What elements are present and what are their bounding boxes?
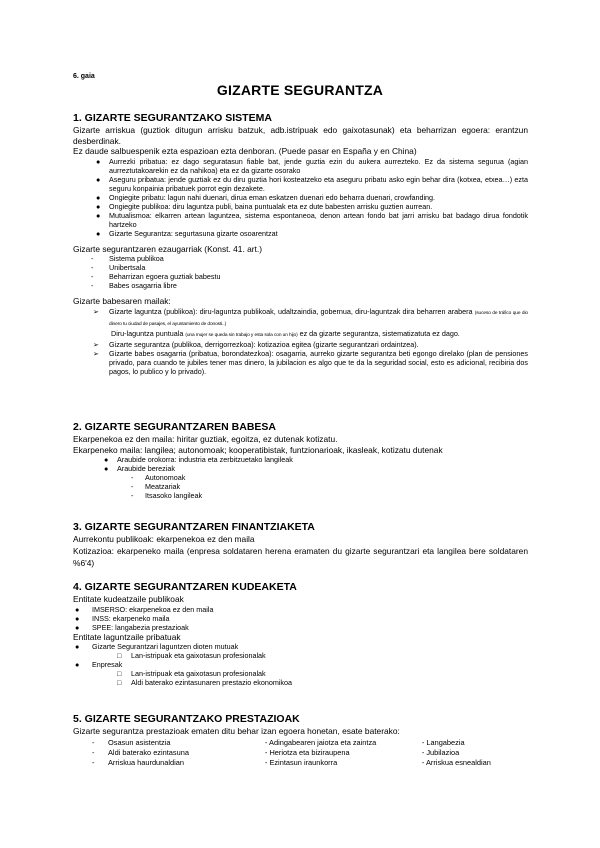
list-item: □ Aldi baterako ezintasunaren prestazio ekonomikoa: [117, 678, 293, 687]
section-3: [73, 521, 528, 569]
list-item: ● INSS: ekarpeneko maila: [75, 613, 170, 623]
list-item: - Itsasoko langileak: [131, 491, 203, 500]
section-4-heading: 4. GIZARTE SEGURANTZAREN KUDEAKETA: [73, 581, 297, 593]
arrow-bullet-icon: ➢: [93, 339, 100, 349]
dash-marker: -: [91, 254, 94, 263]
list-item: - Unibertsala: [91, 263, 146, 272]
list-item: - Meatzariak: [131, 482, 181, 491]
list-item: ➢ Gizarte segurantza (publikoa, derrigorrezkoa): kotizazioa egitea (gizarte segurantzari ordaintzea).: [93, 339, 419, 349]
page-label: 6. gaia: [73, 73, 95, 80]
bullet-icon: ●: [75, 642, 80, 651]
list-item: ● Aurrezki pribatua: ez dago seguratasun fiable bat, jende guztia ezin du aukera aurrezteko. Ez da sistema segurua (agian aurreztutakoarekin ez da nahikoa) eta ez da gizarte osorako: [96, 156, 528, 175]
bullet-icon: ●: [96, 210, 101, 220]
section-3-heading: 3. GIZARTE SEGURANTZAREN FINANTZIAKETA: [73, 521, 315, 533]
page-title: GIZARTE SEGURANTZA: [216, 82, 384, 98]
bullet-icon: ●: [75, 622, 80, 632]
prestazio-column-1: [73, 738, 265, 768]
list-item: ● Gizarte Segurantzari laguntzen dioten mutuak: [75, 642, 239, 651]
bullet-icon: ●: [96, 174, 101, 184]
laguntzaile-label: Entitate laguntzaile pribatuak: [73, 631, 181, 642]
s2-sub-list: [73, 473, 528, 500]
list-item: - Autonomoak: [131, 473, 186, 482]
list-item: - Aldi baterako ezintasuna: [92, 747, 189, 757]
section-2: [73, 421, 528, 500]
bullet-icon: ●: [96, 156, 101, 166]
s2-paragraph-2: Ekarpeneko maila: langilea; autonomoak; kooperatibistak, funtzionarioak, ikasleak, kotizatu dutenak: [73, 444, 443, 455]
s3-paragraph-2: Kotizazioa: ekarpeneko maila (enpresa soldataren herena eramaten du gizarte segurantzari eta langilea bere soldataren %6'4): [73, 545, 528, 568]
bullet-icon: ●: [96, 201, 101, 211]
bullet-icon: ●: [96, 228, 101, 238]
mailak-label: Gizarte babesaren mailak:: [73, 296, 171, 306]
arrow-bullet-icon: ➢: [93, 348, 100, 358]
dash-marker: -: [91, 281, 94, 290]
bullet-icon: ●: [96, 192, 101, 202]
list-item: ● Araubide orokorra: industria eta zerbitzuetako langileak: [104, 455, 293, 464]
list-item: - Babes osagarria libre: [91, 281, 177, 290]
dash-marker: -: [91, 263, 94, 272]
bullet-icon: ●: [75, 613, 80, 623]
bullet-icon: ●: [75, 660, 80, 669]
kudeatzaile-label: Entitate kudeatzaile publikoak: [73, 594, 184, 604]
list-item: ● Ongiegite pribatu: lagun nahi duenari, dirua eman eskatzen duenari edo beharra duenari, crowfanding.: [96, 192, 436, 202]
s3-paragraph-1: Aurrekontu publikoak: ekarpenekoa ez den maila: [73, 534, 255, 544]
prestazio-column-2: [265, 738, 422, 768]
list-item: □ Lan-istripuak eta gaixotasun profesionalak: [117, 669, 266, 678]
kudeatzaile-list: [73, 605, 528, 632]
list-item: ● Gizarte Segurantza: segurtasuna gizarte osoarentzat: [96, 228, 278, 238]
dash-marker: -: [131, 491, 134, 500]
list-item: ● Mutualismoa: elkarren artean laguntzea, sistema espontaneoa, denon artean fondo bat jarri arrisku bat badago dirua fondotik hartzeko: [96, 210, 528, 229]
ezaugarri-list: [73, 254, 528, 290]
list-item: - Beharrizan egoera guztiak babestu: [91, 272, 221, 281]
bullet-icon: ●: [75, 604, 80, 614]
dash-marker: -: [131, 482, 134, 491]
list-item: □ Lan-istripuak eta gaixotasun profesionalak: [117, 651, 266, 660]
dash-marker: -: [91, 272, 94, 281]
section-4: [73, 581, 528, 687]
section-5: [73, 713, 528, 768]
section-2-heading: 2. GIZARTE SEGURANTZAREN BABESA: [73, 421, 277, 433]
laguntzaile-list-2: [73, 660, 528, 669]
s1-paragraph-2: Ez daude salbuespenik ezta espazioan ezta denboran. (Puede pasar en España y en China): [73, 146, 417, 156]
section-1-heading: 1. GIZARTE SEGURANTZAKO SISTEMA: [73, 112, 272, 124]
list-item: ● SPEE: langabezia prestazioak: [75, 622, 189, 632]
s2-paragraph-1: Ekarpenekoa ez den maila: hiritar guztiak, egoitza, ez dutenak kotizatu.: [73, 434, 338, 444]
section-1: [73, 112, 528, 376]
laguntzaile-list: [73, 642, 528, 651]
prestazio-columns: [73, 738, 528, 768]
checkbox-icon: □: [117, 651, 122, 660]
dash-marker: -: [131, 473, 134, 482]
ezaugarri-label: Gizarte segurantzaren ezaugarriak (Konst. 41. art.): [73, 243, 262, 254]
s2-bullet-list: [73, 455, 528, 473]
list-item: - Langabezia: [421, 737, 465, 747]
list-item: - Jubilazioa: [421, 747, 460, 757]
section-5-heading: 5. GIZARTE SEGURANTZAKO PRESTAZIOAK: [73, 713, 300, 725]
list-item: ● IMSERSO: ekarpenekoa ez den maila: [75, 604, 214, 614]
checkbox-icon: □: [117, 678, 122, 687]
bullet-icon: ●: [104, 455, 109, 464]
s1-paragraph-1: Gizarte arriskua (guztiok ditugun arrisku batzuk, adb.istripuak edo gaixotasunak) eta beharrizan egoera: erantzun desberdinak.: [73, 125, 528, 146]
prestazio-column-3: [422, 738, 528, 768]
laguntzaile-sub-list-1: [73, 651, 528, 660]
list-item: - Adingabearen jaiotza eta zaintza: [264, 737, 377, 747]
s5-paragraph-1: Gizarte segurantza prestazioak ematen ditu behar izan egoera honetan, esate baterako:: [73, 726, 400, 736]
list-item: - Arriskua haurdunaldian: [92, 757, 185, 767]
laguntzaile-sub-list-2: [73, 669, 528, 687]
mailak-list: [73, 307, 528, 376]
bullet-icon: ●: [104, 464, 109, 473]
list-item: - Sistema publikoa: [91, 254, 164, 263]
list-item: ● Ongiegite publikoa: diru laguntza publi, baina puntualak eta ez dute babesten arrisku guztien aurrean.: [96, 201, 433, 211]
list-item: ➢ Gizarte babes osagarria (pribatua, borondatezkoa): osagarria, aurreko gizarte segurantza beti egongo direlako (plan de pensiones privado, para cuando te jubiles tener mas dinero, la jubilacion es algo que te da la seguridad social, esto es adicional, recibiria dos pagos, lo publico y lo privado).: [93, 348, 528, 376]
arrow-bullet-icon: ➢: [93, 306, 100, 316]
list-item: - Arriskua esnealdian: [421, 757, 491, 767]
list-item: ● Aseguru pribatua: jende guztiak ez du diru guztia hori kosteatzeko eta aseguru pribatu asko egin behar dira (kotxea, etxea…) ezta seguru konpainia pribatuek porrot egin dezakete.: [96, 174, 528, 193]
list-item: ● Araubide bereziak: [104, 464, 175, 473]
list-item: - Osasun asistentzia: [92, 737, 171, 747]
list-item: - Ezintasun iraunkorra: [264, 757, 338, 767]
list-item: ➢ Gizarte laguntza (publikoa): diru-laguntza publikoak, udaltzaindia, gobernua, diru-laguntzak dira beharren arabera (suceso de tráfico que dio dinero tu ciudad de pasajes, el ayuntamiento de donosti..) Diru-laguntza puntuala (una mujer se queda sin trabajo y esta sola con un hijo) ez da gizarte segurantza, sistematizatuta ez dago.: [93, 306, 528, 338]
checkbox-icon: □: [117, 669, 122, 678]
s1-bullet-list: [73, 157, 528, 238]
list-item: ● Enpresak: [75, 660, 123, 669]
list-item: - Heriotza eta biziraupena: [264, 747, 350, 757]
